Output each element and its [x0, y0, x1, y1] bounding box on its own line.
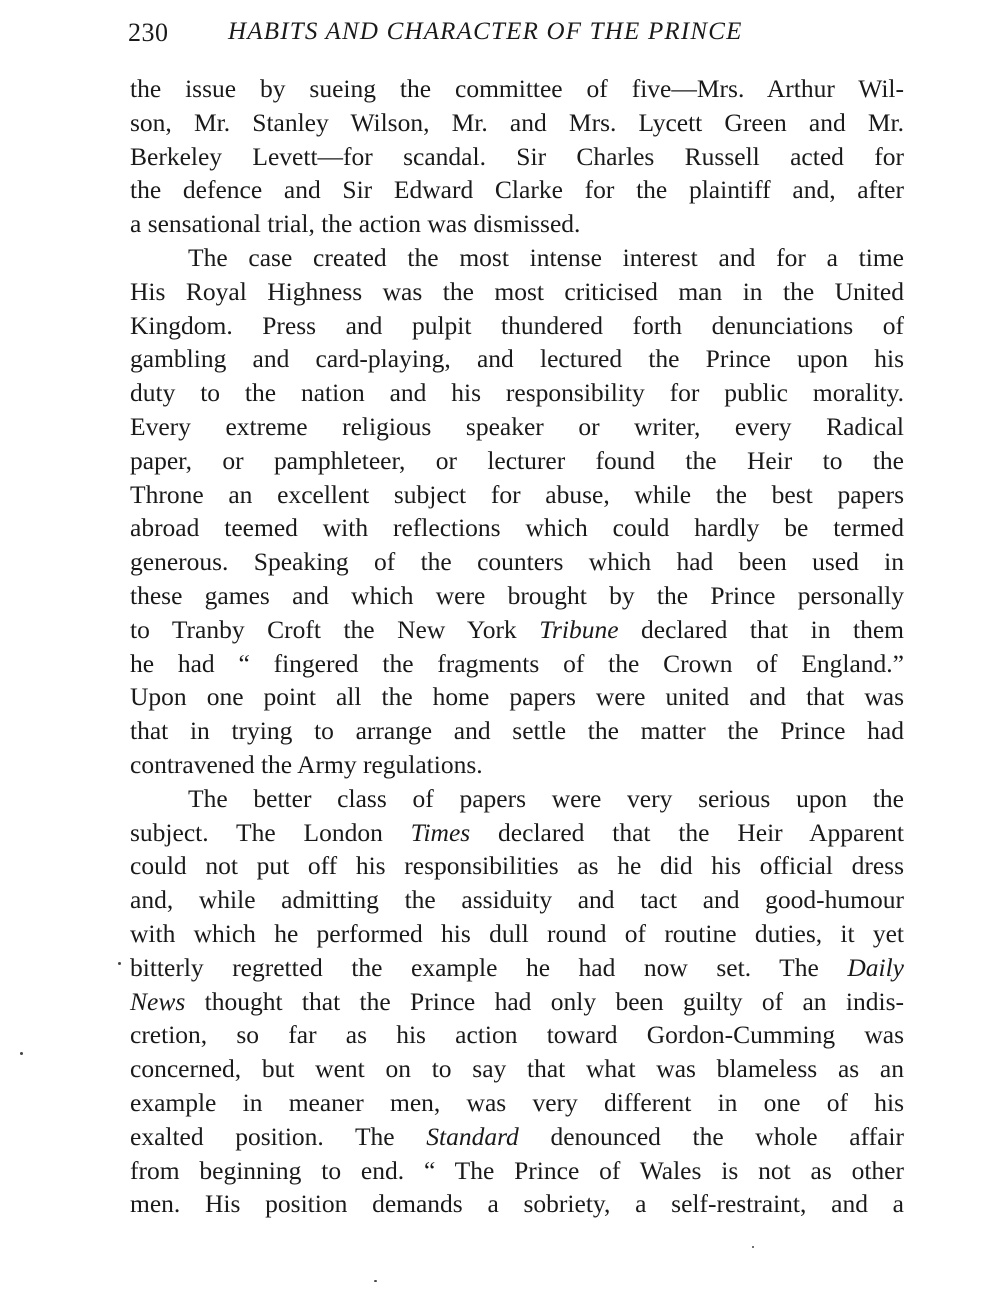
text-line: Kingdom. Press and pulpit thundered forth denunciations of [130, 310, 904, 340]
text-segment: exalted position. The [130, 1121, 427, 1151]
text-line: that in trying to arrange and settle the matter the Prince had [130, 716, 904, 746]
italic-title-times: Times [410, 817, 471, 847]
scan-speck [374, 1280, 377, 1282]
text-line: son, Mr. Stanley Wilson, Mr. and Mrs. Lycett Green and Mr. [130, 107, 904, 137]
scan-speck [118, 962, 121, 965]
text-line: generous. Speaking of the counters which had been used in [130, 547, 904, 577]
text-line-with-italic [130, 816, 904, 850]
text-line: Throne an excellent subject for abuse, while the best papers [130, 479, 904, 509]
text-segment: bitterly regretted the example he had now set. The [130, 952, 848, 982]
italic-title-news: News [130, 986, 186, 1016]
scan-speck [752, 1246, 754, 1248]
text-segment: subject. The London [130, 817, 411, 847]
text-line-with-italic [130, 613, 904, 647]
text-line: gambling and card-playing, and lectured the Prince upon his [130, 344, 904, 374]
page-number: 230 [128, 18, 169, 47]
text-line: Every extreme religious speaker or writer, every Radical [130, 411, 904, 441]
text-segment: declared that in them [618, 614, 904, 644]
text-line: His Royal Highness was the most criticised man in the United [130, 276, 904, 306]
text-line: with which he performed his dull round of routine duties, it yet [130, 918, 904, 948]
text-line: abroad teemed with reflections which could hardly be termed [130, 513, 904, 543]
text-line: a sensational trial, the action was dismissed. [130, 209, 581, 239]
text-line-with-italic [130, 1120, 904, 1154]
text-line: he had “ fingered the fragments of the Crown of England.” [130, 648, 904, 678]
text-segment: to Tranby Croft the New York [130, 614, 540, 644]
italic-title-standard: Standard [426, 1121, 519, 1151]
paragraph-2 [130, 241, 904, 782]
text-line: and, while admitting the assiduity and tact and good-humour [130, 885, 904, 915]
text-line: men. His position demands a sobriety, a self-restraint, and a [130, 1189, 904, 1219]
text-line: cretion, so far as his action toward Gordon-Cumming was [130, 1020, 904, 1050]
paragraph-1 [130, 72, 904, 241]
text-line: example in meaner men, was very different in one of his [130, 1087, 904, 1117]
running-head [128, 16, 908, 52]
text-line-with-italic [130, 951, 904, 985]
italic-title-daily: Daily [847, 952, 904, 982]
text-line: Berkeley Levett—for scandal. Sir Charles Russell acted for [130, 141, 904, 171]
text-line-with-italic [130, 985, 904, 1019]
running-title: HABITS AND CHARACTER OF THE PRINCE [228, 18, 743, 45]
text-line: The case created the most intense interest and for a time [188, 242, 904, 272]
italic-title-tribune: Tribune [539, 614, 619, 644]
text-line: contravened the Army regulations. [130, 749, 483, 779]
body-text [130, 72, 904, 1221]
text-line: the issue by sueing the committee of five—Mrs. Arthur Wil- [130, 74, 904, 103]
text-line: from beginning to end. “ The Prince of Wales is not as other [130, 1155, 904, 1185]
scan-speck [20, 1052, 23, 1055]
text-line: paper, or pamphleteer, or lecturer found the Heir to the [130, 445, 904, 475]
text-line: concerned, but went on to say that what was blameless as an [130, 1054, 904, 1084]
text-line: these games and which were brought by the Prince personally [130, 580, 904, 610]
text-segment: thought that the Prince had only been guilty of an indis- [185, 986, 904, 1016]
text-segment: declared that the Heir Apparent [470, 817, 904, 847]
text-segment: denounced the whole affair [518, 1121, 904, 1151]
text-line: could not put off his responsibilities as he did his official dress [130, 851, 904, 881]
text-line: the defence and Sir Edward Clarke for the plaintiff and, after [130, 175, 904, 205]
text-line: The better class of papers were very serious upon the [188, 783, 904, 813]
text-line: Upon one point all the home papers were united and that was [130, 682, 904, 712]
text-line: duty to the nation and his responsibility for public morality. [130, 378, 904, 408]
paragraph-3 [130, 782, 904, 1221]
